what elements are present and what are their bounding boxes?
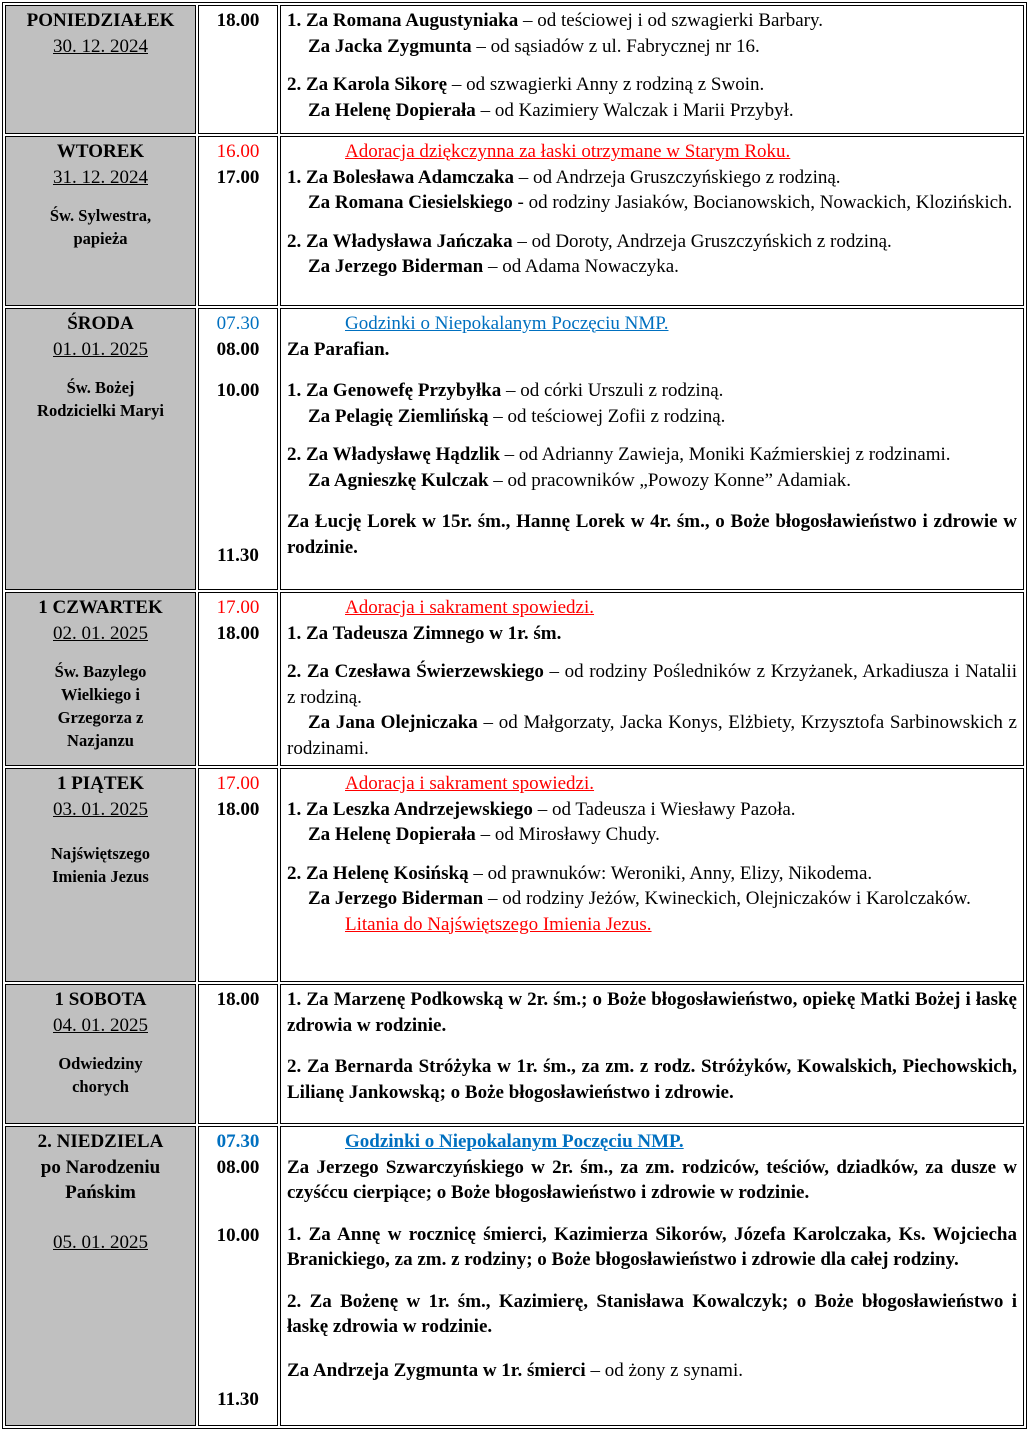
day-cell	[5, 5, 196, 134]
announcement: Adoracja i sakrament spowiedzi.	[345, 773, 595, 794]
day-name: PONIEDZIAŁEK	[26, 10, 175, 31]
day-row-thursday	[5, 592, 1024, 766]
time-cell	[198, 768, 278, 982]
day-date: 30. 12. 2024	[53, 35, 148, 57]
intention: Za Andrzeja Zygmunta w 1r. śmierci – od żony z synami.	[287, 1359, 743, 1381]
intentions-cell	[280, 984, 1024, 1124]
intention: 2. Za Władysława Jańczaka – od Doroty, Andrzeja Gruszczyńskich z rodziną.	[287, 230, 892, 252]
day-date: 01. 01. 2025	[53, 338, 148, 360]
intention: 2. Za Władysławę Hądzlik – od Adrianny Zawieja, Moniki Kaźmierskiej z rodzinami.	[287, 444, 951, 465]
intentions-cell	[280, 592, 1024, 766]
mass-time: 10.00	[216, 1225, 260, 1246]
day-row-tuesday	[5, 136, 1024, 306]
day-name: 1 SOBOTA	[54, 989, 147, 1010]
intention: 2. Za Czesława Świerzewskiego – od rodziny Pośledników z Krzyżanek, Arkadiusza i Natalii z rodziną.	[287, 661, 1017, 708]
mass-time: 11.30	[217, 1388, 259, 1410]
day-cell	[5, 592, 196, 766]
mass-time: 11.30	[217, 544, 259, 566]
intention: 1. Za Leszka Andrzejewskiego – od Tadeusza i Wiesławy Pazoła.	[287, 798, 796, 820]
announcement: Adoracja dziękczynna za łaski otrzymane w Starym Roku.	[345, 141, 791, 162]
mass-time: 08.00	[216, 1156, 260, 1178]
day-date: 31. 12. 2024	[53, 166, 148, 188]
intention: Za Jerzego Biderman – od rodziny Jeżów, Kwineckich, Olejniczaków i Karolczaków.	[308, 888, 971, 909]
mass-time: 08.00	[216, 338, 260, 360]
day-cell	[5, 1126, 196, 1426]
intention: 1. Za Annę w rocznicę śmierci, Kazimierza Sikorów, Józefa Karolczaka, Ks. Wojciecha Branickiego, za zm. z rodziny; o Boże błogosławieństwo i zdrowie dla całej rodziny.	[287, 1223, 1017, 1270]
intention: Za Parafian.	[287, 338, 390, 360]
day-name: 1 PIĄTEK	[56, 773, 145, 794]
announcement: Adoracja i sakrament spowiedzi.	[345, 597, 595, 618]
intention: 2. Za Helenę Kosińską – od prawnuków: Weroniki, Anny, Elizy, Nikodema.	[287, 862, 873, 884]
day-cell	[5, 136, 196, 306]
intentions-cell	[280, 5, 1024, 134]
day-date: 04. 01. 2025	[53, 1014, 148, 1036]
intentions-cell	[280, 308, 1024, 590]
time-cell	[198, 984, 278, 1124]
intention: 2. Za Karola Sikorę – od szwagierki Anny z rodziną z Swoin.	[287, 74, 765, 95]
day-date: 05. 01. 2025	[53, 1231, 148, 1253]
mass-time: 17.00	[216, 597, 260, 618]
day-row-sunday	[5, 1126, 1024, 1426]
time-cell	[198, 308, 278, 590]
mass-time: 18.00	[216, 622, 260, 644]
intention: Za Jacka Zygmunta – od sąsiadów z ul. Fabrycznej nr 16.	[308, 35, 760, 57]
intention: Za Łucję Lorek w 15r. śm., Hannę Lorek w 4r. śm., o Boże błogosławieństwo i zdrowie w rodzinie.	[287, 511, 1017, 558]
intention: Za Helenę Dopierała – od Mirosławy Chudy.	[308, 824, 660, 845]
feast-name: Św. Sylwestra, papieża	[49, 206, 152, 248]
feast-name: Św. Bożej Rodzicielki Maryi	[37, 378, 164, 420]
mass-time: 18.00	[216, 798, 260, 820]
intention: 2. Za Bernarda Stróżyka w 1r. śm., za zm. z rodz. Stróżyków, Kowalskich, Piechowskich, Lilianę Jankowską; o Boże błogosławieństwo i zdrowie.	[287, 1056, 1017, 1103]
intention: Za Pelagię Ziemlińską – od teściowej Zofii z rodziną.	[308, 405, 726, 427]
mass-time: 18.00	[216, 10, 260, 31]
time-cell	[198, 1126, 278, 1426]
mass-schedule-table	[2, 2, 1027, 1429]
mass-time: 07.30	[216, 313, 260, 334]
mass-time: 17.00	[216, 166, 260, 188]
intention: Za Agnieszkę Kulczak – od pracowników „Powozy Konne” Adamiak.	[308, 469, 852, 491]
day-name: 2. NIEDZIELA po Narodzeniu Pańskim	[37, 1131, 164, 1203]
mass-time: 17.00	[216, 773, 260, 794]
day-date: 03. 01. 2025	[53, 798, 148, 820]
intention: 1. Za Romana Augustyniaka – od teściowej i od szwagierki Barbary.	[287, 10, 824, 31]
day-name: 1 CZWARTEK	[38, 597, 163, 618]
intention: Za Jerzego Szwarczyńskiego w 2r. śm., za zm. rodziców, teściów, dziadków, za dusze w czyśćcu cierpiące; o Boże błogosławieństwo i zdrowie w rodzinie.	[287, 1156, 1017, 1203]
intentions-cell	[280, 136, 1024, 306]
intention: 1. Za Tadeusza Zimnego w 1r. śm.	[287, 622, 562, 644]
day-row-monday	[5, 5, 1024, 134]
intentions-cell	[280, 768, 1024, 982]
day-name: ŚRODA	[67, 313, 134, 334]
time-cell	[198, 5, 278, 134]
mass-time: 07.30	[216, 1131, 260, 1152]
day-row-saturday	[5, 984, 1024, 1124]
day-date: 02. 01. 2025	[53, 622, 148, 644]
announcement: Godzinki o Niepokalanym Poczęciu NMP.	[345, 313, 669, 334]
feast-name: Odwiedziny chorych	[58, 1054, 143, 1096]
day-name: WTOREK	[56, 141, 145, 162]
day-row-friday	[5, 768, 1024, 982]
feast-name: Najświętszego Imienia Jezus	[51, 844, 150, 886]
intention: 1. Za Bolesława Adamczaka – od Andrzeja Gruszczyńskiego z rodziną.	[287, 166, 841, 188]
day-cell	[5, 308, 196, 590]
intentions-cell	[280, 1126, 1024, 1426]
time-cell	[198, 136, 278, 306]
intention: 1. Za Genowefę Przybyłka – od córki Urszuli z rodziną.	[287, 380, 724, 401]
mass-time: 16.00	[216, 141, 260, 162]
day-row-wednesday	[5, 308, 1024, 590]
closing-announcement: Litania do Najświętszego Imienia Jezus.	[345, 913, 652, 935]
intention: Za Helenę Dopierała – od Kazimiery Walczak i Marii Przybył.	[308, 99, 794, 121]
intention: Za Jana Olejniczaka – od Małgorzaty, Jacka Konys, Elżbiety, Krzysztofa Sarbinowskich z rodzinami.	[287, 712, 1017, 759]
day-cell	[5, 768, 196, 982]
time-cell	[198, 592, 278, 766]
intention: Za Jerzego Biderman – od Adama Nowaczyka.	[308, 256, 679, 277]
mass-time: 18.00	[216, 989, 260, 1010]
day-cell	[5, 984, 196, 1124]
mass-time: 10.00	[216, 380, 260, 401]
intention: Za Romana Ciesielskiego - od rodziny Jasiaków, Bocianowskich, Nowackich, Klozińskich.	[308, 192, 1013, 213]
intention: 1. Za Marzenę Podkowską w 2r. śm.; o Boże błogosławieństwo, opiekę Matki Bożej i łaskę zdrowia w rodzinie.	[287, 989, 1017, 1036]
intention: 2. Za Bożenę w 1r. śm., Kazimierę, Stanisława Kowalczyk; o Boże błogosławieństwo i łaskę zdrowia w rodzinie.	[287, 1290, 1017, 1337]
announcement: Godzinki o Niepokalanym Poczęciu NMP.	[345, 1131, 684, 1152]
feast-name: Św. Bazylego Wielkiego i Grzegorza z Nazjanzu	[54, 662, 147, 750]
